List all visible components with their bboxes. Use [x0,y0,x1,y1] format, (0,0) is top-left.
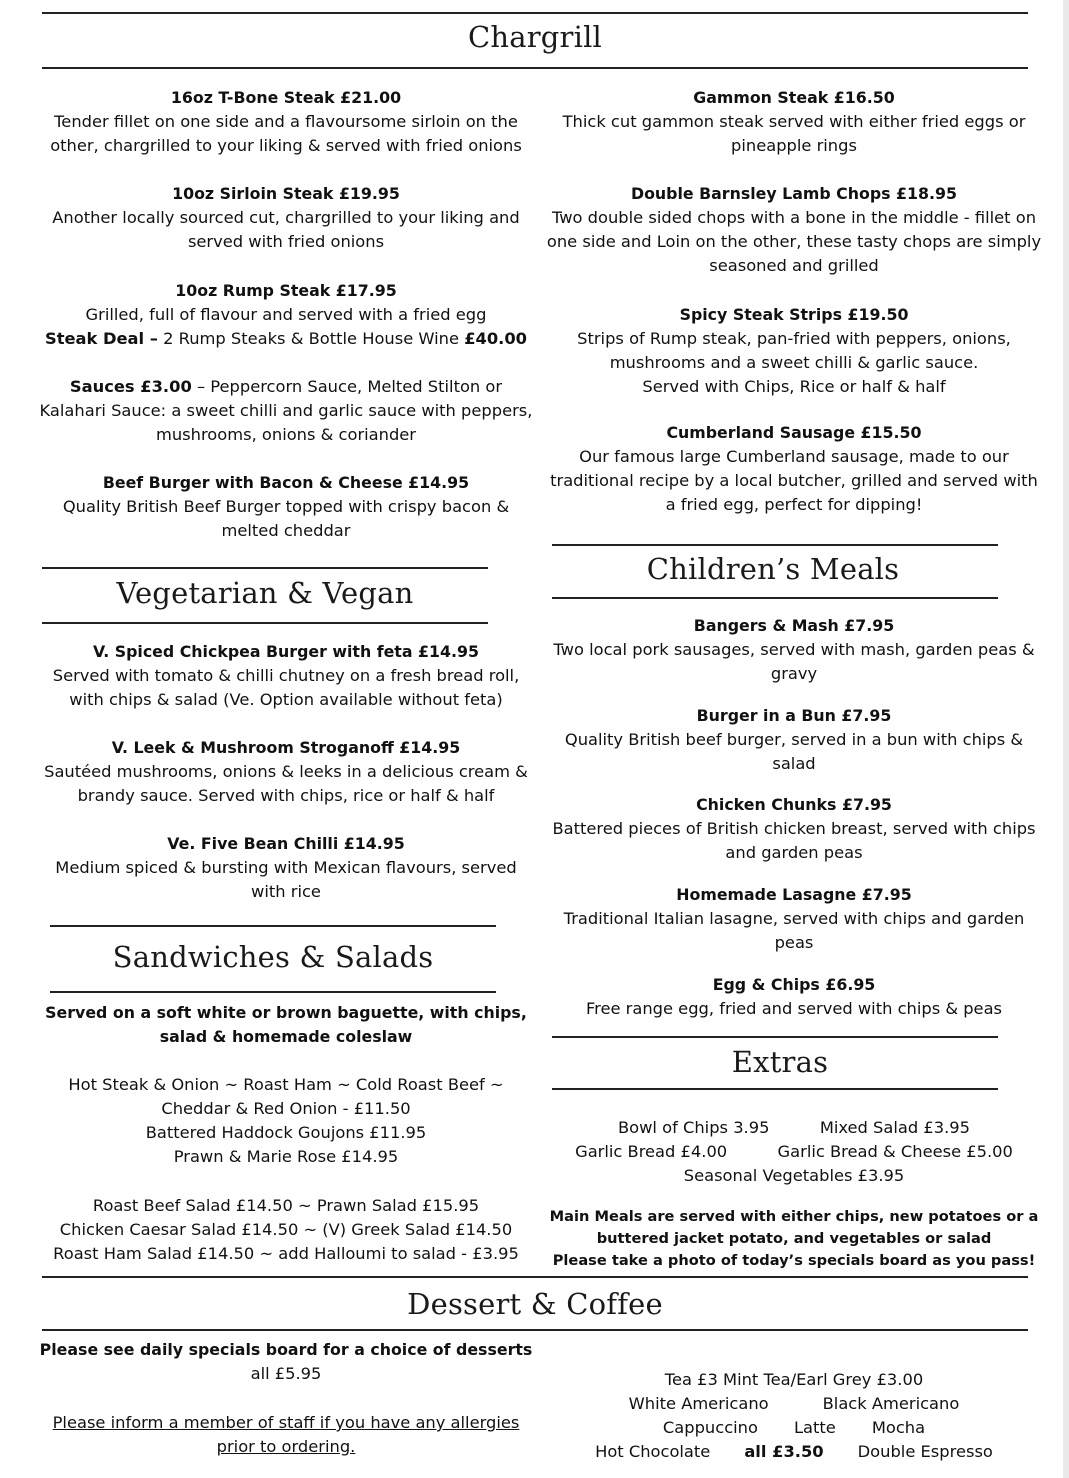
menu-item [546,614,1042,686]
menu-item [34,736,538,808]
menu-item [34,86,538,158]
menu-item-desc: Tender fillet on one side and a flavoursome sirloin on the [54,112,518,131]
coffee-item: Hot Chocolate [595,1442,711,1461]
allergy-line: Please inform a member of staff if you have any allergies [52,1413,520,1432]
divider [42,1276,1028,1278]
menu-item-title: 10oz Rump Steak £17.95 [175,281,397,300]
menu-item-desc: Served with Chips, Rice or half & half [642,377,946,396]
menu-item-desc: Served with tomato & chilli chutney on a fresh bread roll, [52,666,520,685]
divider [50,925,496,927]
section-heading-chargrill: Chargrill [467,20,603,54]
menu-item-title: Cumberland Sausage £15.50 [666,423,922,442]
section-heading-sandwiches: Sandwiches & Salads [112,940,434,974]
menu-item-desc: Battered pieces of British chicken breast, served with chips [552,819,1036,838]
menu-item-desc: Quality British Beef Burger topped with crispy bacon & [62,497,510,516]
menu-item-desc: and garden peas [725,843,863,862]
menu-item-title: Gammon Steak £16.50 [693,88,895,107]
menu-item-title: Double Barnsley Lamb Chops £18.95 [630,184,958,203]
menu-item-desc: traditional recipe by a local butcher, grilled and served with [550,471,1038,490]
menu-item-desc: Two local pork sausages, served with mash, garden peas & [553,640,1035,659]
steak-deal-label: Steak Deal – [44,329,158,348]
menu-item [546,86,1042,158]
coffee-row [546,1440,1042,1464]
main-meals-note [546,1206,1042,1272]
steak-deal-price: £40.00 [464,329,528,348]
menu-item-desc: mushrooms, onions & coriander [155,425,416,444]
section-heading-dessert: Dessert & Coffee [407,1287,663,1321]
menu-item-desc: Our famous large Cumberland sausage, made to our [579,447,1009,466]
menu-item [546,883,1042,955]
menu-item-desc: Thick cut gammon steak served with either fried eggs or [562,112,1026,131]
divider [42,567,488,569]
menu-item [34,182,538,254]
sauces-item [34,375,538,447]
dessert-price: all £5.95 [250,1364,322,1383]
menu-item-title: Burger in a Bun £7.95 [696,706,892,725]
menu-item [546,973,1042,1021]
salad-list [34,1194,538,1266]
coffee-item: White Americano [628,1394,769,1413]
menu-item-title: Bangers & Mash £7.95 [693,616,895,635]
extras-item: Bowl of Chips 3.95 [617,1118,770,1137]
salad-line: Chicken Caesar Salad £14.50 ~ (V) Greek Salad £14.50 [59,1220,513,1239]
menu-item-desc: Quality British beef burger, served in a bun with chips & [564,730,1024,749]
sandwich-line: Hot Steak & Onion ~ Roast Ham ~ Cold Roast Beef ~ [68,1075,504,1094]
menu-item-desc: Traditional Italian lasagne, served with chips and garden [563,909,1025,928]
menu-item [34,640,538,712]
menu-item-title: Spicy Steak Strips £19.50 [679,305,909,324]
sandwiches-intro-line: Served on a soft white or brown baguette, with chips, [45,1003,527,1022]
coffee-price: all £3.50 [744,1442,824,1461]
menu-item-desc: mushrooms and a sweet chilli & garlic sauce. [609,353,979,372]
menu-item [546,421,1042,517]
divider [42,622,488,624]
sauces-label: Sauces £3.00 [69,377,192,396]
menu-item [34,832,538,904]
menu-item [546,303,1042,399]
sandwich-line: Prawn & Marie Rose £14.95 [173,1147,399,1166]
menu-item-desc: Kalahari Sauce: a sweet chilli and garlic sauce with peppers, [39,401,533,420]
menu-item-title: 10oz Sirloin Steak £19.95 [172,184,400,203]
menu-item-desc: with rice [251,882,321,901]
divider [42,1329,1028,1331]
divider [42,67,1028,69]
divider [42,12,1028,14]
salad-line: Roast Ham Salad £14.50 ~ add Halloumi to salad - £3.95 [53,1244,519,1263]
coffee-item: Black Americano [822,1394,960,1413]
divider [552,597,998,599]
coffee-item: Double Espresso [857,1442,993,1461]
divider [552,544,998,546]
menu-item-desc: gravy [770,664,818,683]
menu-item-desc: peas [774,933,814,952]
sandwich-list [34,1073,538,1169]
menu-item-desc: seasoned and grilled [709,256,879,275]
steak-deal-text: 2 Rump Steaks & Bottle House Wine [157,329,465,348]
menu-item-desc: Free range egg, fried and served with chips & peas [585,999,1003,1018]
dessert-specials: Please see daily specials board for a choice of desserts [39,1340,533,1359]
dessert-info [34,1338,538,1386]
coffee-list [546,1368,1042,1464]
menu-item-desc: served with fried onions [187,232,385,251]
steak-deal [34,327,538,351]
sauces-text: – Peppercorn Sauce, Melted Stilton or [191,377,503,396]
menu-item-desc: Another locally sourced cut, chargrilled to your liking and [52,208,520,227]
divider [50,991,496,993]
menu-item [34,471,538,543]
divider [552,1088,998,1090]
menu-item-title: Ve. Five Bean Chilli £14.95 [167,834,405,853]
section-heading-extras: Extras [731,1045,829,1079]
note-line: Main Meals are served with either chips, new potatoes or a [549,1208,1039,1225]
coffee-row [546,1416,1042,1440]
coffee-row [546,1392,1042,1416]
extras-row [546,1164,1042,1188]
sandwich-line: Battered Haddock Goujons £11.95 [145,1123,427,1142]
coffee-item: Cappuccino [662,1418,758,1437]
extras-item: Mixed Salad £3.95 [819,1118,970,1137]
menu-item-desc: Grilled, full of flavour and served with a fried egg [85,305,487,324]
menu-item [546,704,1042,776]
menu-item-desc: with chips & salad (Ve. Option available without feta) [69,690,503,709]
menu-item-desc: Strips of Rump steak, pan-fried with peppers, onions, [577,329,1011,348]
menu-item-desc: Sautéed mushrooms, onions & leeks in a delicious cream & [44,762,528,781]
menu-item-desc: pineapple rings [731,136,857,155]
extras-item: Garlic Bread £4.00 [575,1142,728,1161]
extras-row [546,1116,1042,1140]
menu-item-title: V. Leek & Mushroom Stroganoff £14.95 [111,738,461,757]
menu-item-title: Beef Burger with Bacon & Cheese £14.95 [102,473,470,492]
allergy-line: prior to ordering. [216,1437,356,1456]
allergy-notice [34,1411,538,1459]
menu-item-desc: Medium spiced & bursting with Mexican flavours, served [55,858,517,877]
sandwiches-intro-line: salad & homemade coleslaw [159,1027,413,1046]
menu-item [546,182,1042,278]
extras-row [546,1140,1042,1164]
note-line: Please take a photo of today’s specials board as you pass! [552,1252,1036,1269]
note-line: buttered jacket potato, and vegetables or salad [596,1230,992,1247]
coffee-item: Latte [793,1418,836,1437]
extras-item: Seasonal Vegetables £3.95 [683,1166,905,1185]
menu-item [34,279,538,351]
menu-item-title: Egg & Chips £6.95 [712,975,876,994]
menu-item-title: V. Spiced Chickpea Burger with feta £14.95 [93,642,479,661]
sandwich-line: Cheddar & Red Onion - £11.50 [161,1099,411,1118]
menu-item-desc: a fried egg, perfect for dipping! [665,495,923,514]
extras-item: Garlic Bread & Cheese £5.00 [777,1142,1013,1161]
menu-item-desc: other, chargrilled to your liking & served with fried onions [50,136,522,155]
menu-item-desc: melted cheddar [221,521,351,540]
menu-item [546,793,1042,865]
menu-item-title: 16oz T-Bone Steak £21.00 [170,88,402,107]
section-heading-children: Children’s Meals [646,552,900,586]
section-heading-vegetarian: Vegetarian & Vegan [116,576,414,610]
divider [552,1036,998,1038]
menu-item-title: Homemade Lasagne £7.95 [676,885,912,904]
sandwiches-intro [34,1001,538,1049]
menu-item-desc: salad [772,754,816,773]
sauces-line [34,375,538,399]
menu-item-desc: Two double sided chops with a bone in the middle - fillet on [551,208,1037,227]
page-edge [1063,0,1069,1478]
coffee-item: Mocha [871,1418,926,1437]
coffee-row: Tea £3 Mint Tea/Earl Grey £3.00 [664,1370,924,1389]
menu-item-title: Chicken Chunks £7.95 [696,795,892,814]
menu-item-desc: brandy sauce. Served with chips, rice or half & half [77,786,495,805]
salad-line: Roast Beef Salad £14.50 ~ Prawn Salad £15.95 [92,1196,480,1215]
menu-item-desc: one side and Loin on the other, these tasty chops are simply [546,232,1042,251]
